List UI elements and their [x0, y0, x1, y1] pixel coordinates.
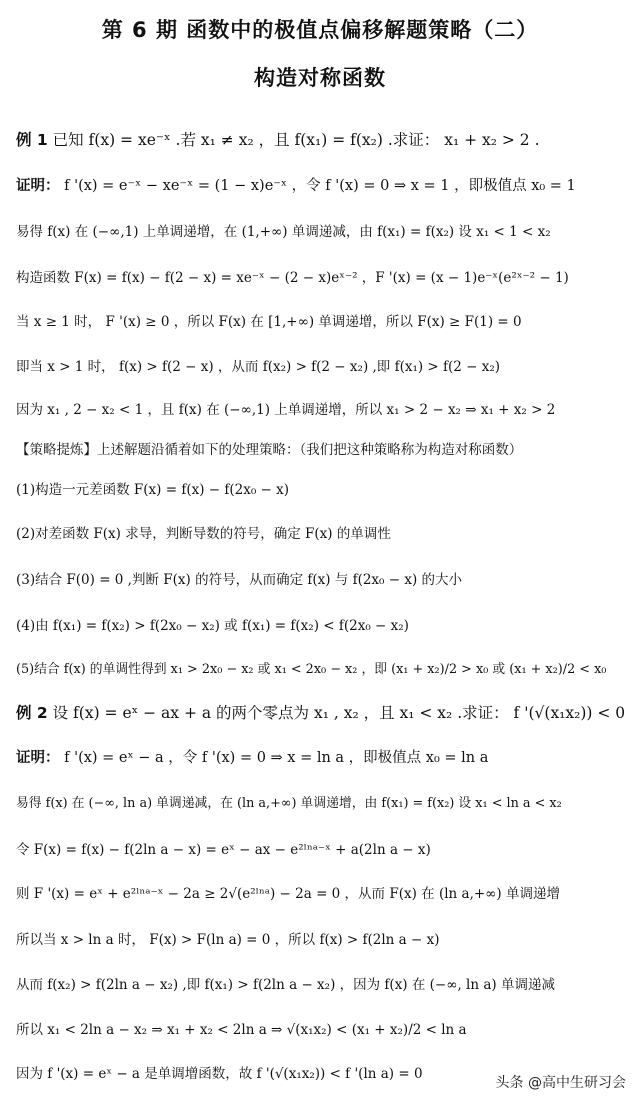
example-1-proof-label: 证明： [16, 178, 60, 194]
strategy-item-2: (2)对差函数 F(x) 求导，判断导数的符号，确定 F(x) 的单调性 [16, 526, 391, 542]
page-subtitle: 构造对称函数 [254, 66, 386, 90]
example-2-step-1: 易得 f(x) 在 (−∞, ln a) 单调递减，在 (ln a,+∞) 单调递增，由 f(x₁) = f(x₂) 设 x₁ < ln a < x₂ [16, 796, 562, 811]
example-1-step-2: 构造函数 F(x) = f(x) − f(2 − x) = xe⁻ˣ − (2 − x)eˣ⁻² ，F '(x) = (x − 1)e⁻ˣ(e²ˣ⁻² − 1) [16, 270, 569, 286]
example-2-label: 例 2 [16, 704, 48, 722]
example-1-step-5: 因为 x₁ , 2 − x₂ < 1 ，且 f(x) 在 (−∞,1) 上单调递增，所以 x₁ > 2 − x₂ ⇒ x₁ + x₂ > 2 [16, 402, 556, 418]
example-2-proof-text: f '(x) = eˣ − a ，令 f '(x) = 0 ⇒ x = ln a ，即极值点 x₀ = ln a [64, 750, 489, 766]
strategy-item-3: (3)结合 F(0) = 0 ,判断 F(x) 的符号，从而确定 f(x) 与 f(2x₀ − x) 的大小 [16, 572, 463, 588]
example-1-problem-text: 已知 f(x) = xe⁻ˣ .若 x₁ ≠ x₂ ，且 f(x₁) = f(x₂) .求证： x₁ + x₂ > 2 . [52, 131, 540, 149]
example-2-step-6: 所以 x₁ < 2ln a − x₂ ⇒ x₁ + x₂ < 2ln a ⇒ √(x₁x₂) < (x₁ + x₂)/2 < ln a [16, 1022, 467, 1038]
page-title: 第 6 期 函数中的极值点偏移解题策略（二） [101, 18, 539, 42]
example-2-step-3: 则 F '(x) = eˣ + e²ˡⁿᵃ⁻ˣ − 2a ≥ 2√(e²ˡⁿᵃ) − 2a = 0 ，从而 F(x) 在 (ln a,+∞) 单调递增 [16, 886, 560, 902]
watermark-label: 头条 @高中生研习会 [495, 1075, 626, 1091]
strategy-heading: 【策略提炼】上述解题沿循着如下的处理策略：（我们把这种策略称为构造对称函数） [16, 442, 523, 458]
example-1-step-4: 即当 x > 1 时， f(x) > f(2 − x) ，从而 f(x₂) > f(2 − x₂) ,即 f(x₁) > f(2 − x₂) [16, 359, 501, 375]
example-1-label: 例 1 [16, 131, 48, 149]
example-1-step-3: 当 x ≥ 1 时， F '(x) ≥ 0 ，所以 F(x) 在 [1,+∞) 单调递增，所以 F(x) ≥ F(1) = 0 [16, 314, 522, 330]
strategy-item-5: (5)结合 f(x) 的单调性得到 x₁ > 2x₀ − x₂ 或 x₁ < 2x₀ − x₂ ，即 (x₁ + x₂)/2 > x₀ 或 (x₁ + x₂)/2 < x₀ [16, 662, 607, 677]
example-1-proof [16, 176, 628, 196]
example-1-step-1: 易得 f(x) 在 (−∞,1) 上单调递增，在 (1,+∞) 单调递减，由 f(x₁) = f(x₂) 设 x₁ < 1 < x₂ [16, 224, 551, 240]
example-2-step-7: 因为 f '(x) = eˣ − a 是单调增函数，故 f '(√(x₁x₂)) < f '(ln a) = 0 [16, 1066, 423, 1082]
strategy-item-1: (1)构造一元差函数 F(x) = f(x) − f(2x₀ − x) [16, 482, 290, 498]
example-2-problem [16, 703, 628, 723]
example-1-proof-text: f '(x) = e⁻ˣ − xe⁻ˣ = (1 − x)e⁻ˣ ，令 f '(x) = 0 ⇒ x = 1 ，即极值点 x₀ = 1 [64, 178, 576, 194]
strategy-item-4: (4)由 f(x₁) = f(x₂) > f(2x₀ − x₂) 或 f(x₁) = f(x₂) < f(2x₀ − x₂) [16, 618, 409, 634]
example-2-proof-label: 证明： [16, 750, 60, 766]
example-2-problem-text: 设 f(x) = eˣ − ax + a 的两个零点为 x₁ , x₂ ，且 x₁ < x₂ .求证： f '(√(x₁x₂)) < 0 [52, 704, 626, 722]
example-2-proof [16, 748, 628, 768]
example-1-problem [16, 130, 628, 150]
example-2-step-2: 令 F(x) = f(x) − f(2ln a − x) = eˣ − ax − e²ˡⁿᵃ⁻ˣ + a(2ln a − x) [16, 842, 431, 858]
example-2-step-5: 从而 f(x₂) > f(2ln a − x₂) ,即 f(x₁) > f(2ln a − x₂) ，因为 f(x) 在 (−∞, ln a) 单调递减 [16, 977, 555, 993]
example-2-step-4: 所以当 x > ln a 时， F(x) > F(ln a) = 0 ，所以 f(x) > f(2ln a − x) [16, 932, 440, 948]
